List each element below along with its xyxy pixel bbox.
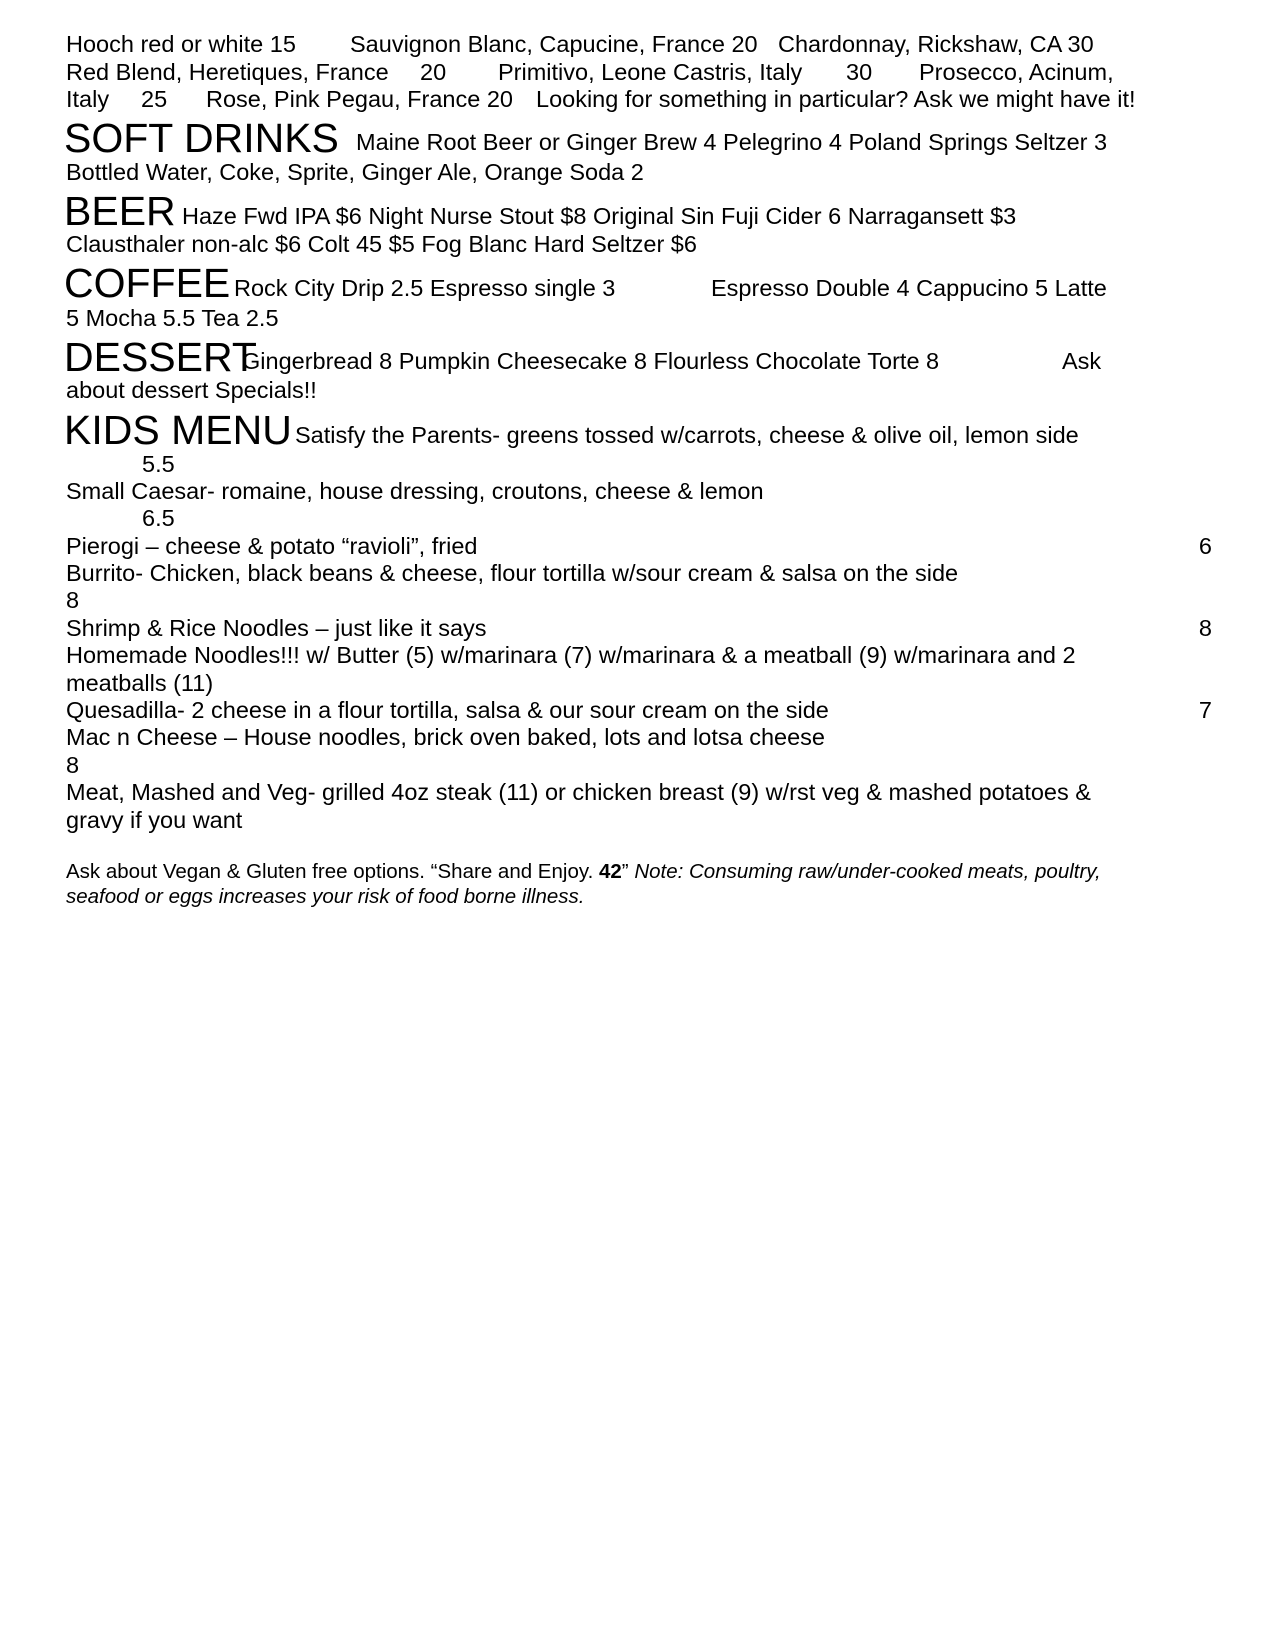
kids-item-noodles-2: meatballs (11) (66, 670, 214, 696)
kids-item-parents: Satisfy the Parents- greens tossed w/carrots, cheese & olive oil, lemon side (295, 422, 1079, 448)
beer-items-1: Haze Fwd IPA $6 Night Nurse Stout $8 Original Sin Fuji Cider 6 Narragansett $3 (182, 203, 1017, 229)
kids-item-caesar: Small Caesar- romaine, house dressing, croutons, cheese & lemon (66, 478, 764, 504)
kids-item-quesadilla-row (66, 696, 1212, 724)
footer-warning-2: seafood or eggs increases your risk of food borne illness. (66, 885, 585, 908)
soft-drinks-items-1: Maine Root Beer or Ginger Brew 4 Pelegrino 4 Poland Springs Seltzer 3 (356, 129, 1108, 155)
dessert-heading: DESSERT (64, 334, 257, 380)
kids-item-meat-1: Meat, Mashed and Veg- grilled 4oz steak (11) or chicken breast (9) w/rst veg & mashed potatoes & (66, 779, 1091, 805)
kids-item-mac-price: 8 (66, 752, 80, 778)
coffee-items-2: 5 Mocha 5.5 Tea 2.5 (66, 305, 279, 331)
kids-item-pierogi-row (66, 532, 1212, 560)
coffee-items-1a: Rock City Drip 2.5 Espresso single 3 (234, 275, 616, 301)
kids-item-pierogi: Pierogi – cheese & potato “ravioli”, fried (66, 533, 478, 559)
wine-ask-note: Looking for something in particular? Ask we might have it! (536, 86, 1136, 112)
footer-bold-number: 42 (598, 860, 622, 883)
coffee-heading: COFFEE (64, 260, 231, 306)
soft-drinks-heading: SOFT DRINKS (64, 115, 339, 161)
wine-rose: Rose, Pink Pegau, France 20 (206, 86, 513, 112)
wine-sauvignon: Sauvignon Blanc, Capucine, France 20 (350, 31, 758, 57)
kids-item-shrimp: Shrimp & Rice Noodles – just like it says (66, 615, 487, 641)
wine-prosecco-price: 25 (141, 86, 168, 112)
soft-drinks-items-2: Bottled Water, Coke, Sprite, Ginger Ale, Orange Soda 2 (66, 159, 644, 185)
kids-item-shrimp-row (66, 614, 1212, 642)
footer-options: Ask about Vegan & Gluten free options. “Share and Enjoy. (66, 860, 599, 883)
kids-item-shrimp-price: 8 (1198, 615, 1212, 641)
kids-item-noodles-1: Homemade Noodles!!! w/ Butter (5) w/marinara (7) w/marinara & a meatball (9) w/marinara and 2 (66, 642, 1076, 668)
kids-item-pierogi-price: 6 (1198, 533, 1212, 559)
kids-item-caesar-price: 6.5 (142, 505, 175, 531)
kids-heading: KIDS MENU (64, 407, 292, 453)
kids-item-burrito-price: 8 (66, 587, 80, 613)
wine-chardonnay: Chardonnay, Rickshaw, CA 30 (778, 31, 1094, 57)
wine-red-blend: Red Blend, Heretiques, France (66, 59, 389, 85)
kids-item-burrito: Burrito- Chicken, black beans & cheese, flour tortilla w/sour cream & salsa on the side (66, 560, 959, 586)
dessert-items-1: Gingerbread 8 Pumpkin Cheesecake 8 Flourless Chocolate Torte 8 (242, 348, 940, 374)
kids-item-quesadilla: Quesadilla- 2 cheese in a flour tortilla, salsa & our sour cream on the side (66, 697, 829, 723)
kids-item-meat-2: gravy if you want (66, 807, 243, 833)
wine-red-blend-price: 20 (420, 59, 447, 85)
coffee-items-1b: Espresso Double 4 Cappucino 5 Latte (711, 275, 1107, 301)
wine-hooch: Hooch red or white 15 (66, 31, 296, 57)
dessert-specials: about dessert Specials!! (66, 377, 317, 403)
wine-primitivo-price: 30 (846, 59, 873, 85)
footer-warning-1: Note: Consuming raw/under-cooked meats, poultry, (634, 860, 1101, 883)
wine-italy: Italy (66, 86, 110, 112)
dessert-ask: Ask (1062, 348, 1102, 374)
kids-item-mac: Mac n Cheese – House noodles, brick oven baked, lots and lotsa cheese (66, 724, 825, 750)
wine-primitivo: Primitivo, Leone Castris, Italy (498, 59, 803, 85)
beer-heading: BEER (64, 188, 176, 234)
footer-note (66, 859, 1212, 909)
beer-items-2: Clausthaler non-alc $6 Colt 45 $5 Fog Blanc Hard Seltzer $6 (66, 231, 697, 257)
footer-quote-close: ” (621, 860, 635, 883)
wine-prosecco: Prosecco, Acinum, (919, 59, 1114, 85)
kids-item-quesadilla-price: 7 (1198, 697, 1212, 723)
kids-item-parents-price: 5.5 (142, 451, 175, 477)
